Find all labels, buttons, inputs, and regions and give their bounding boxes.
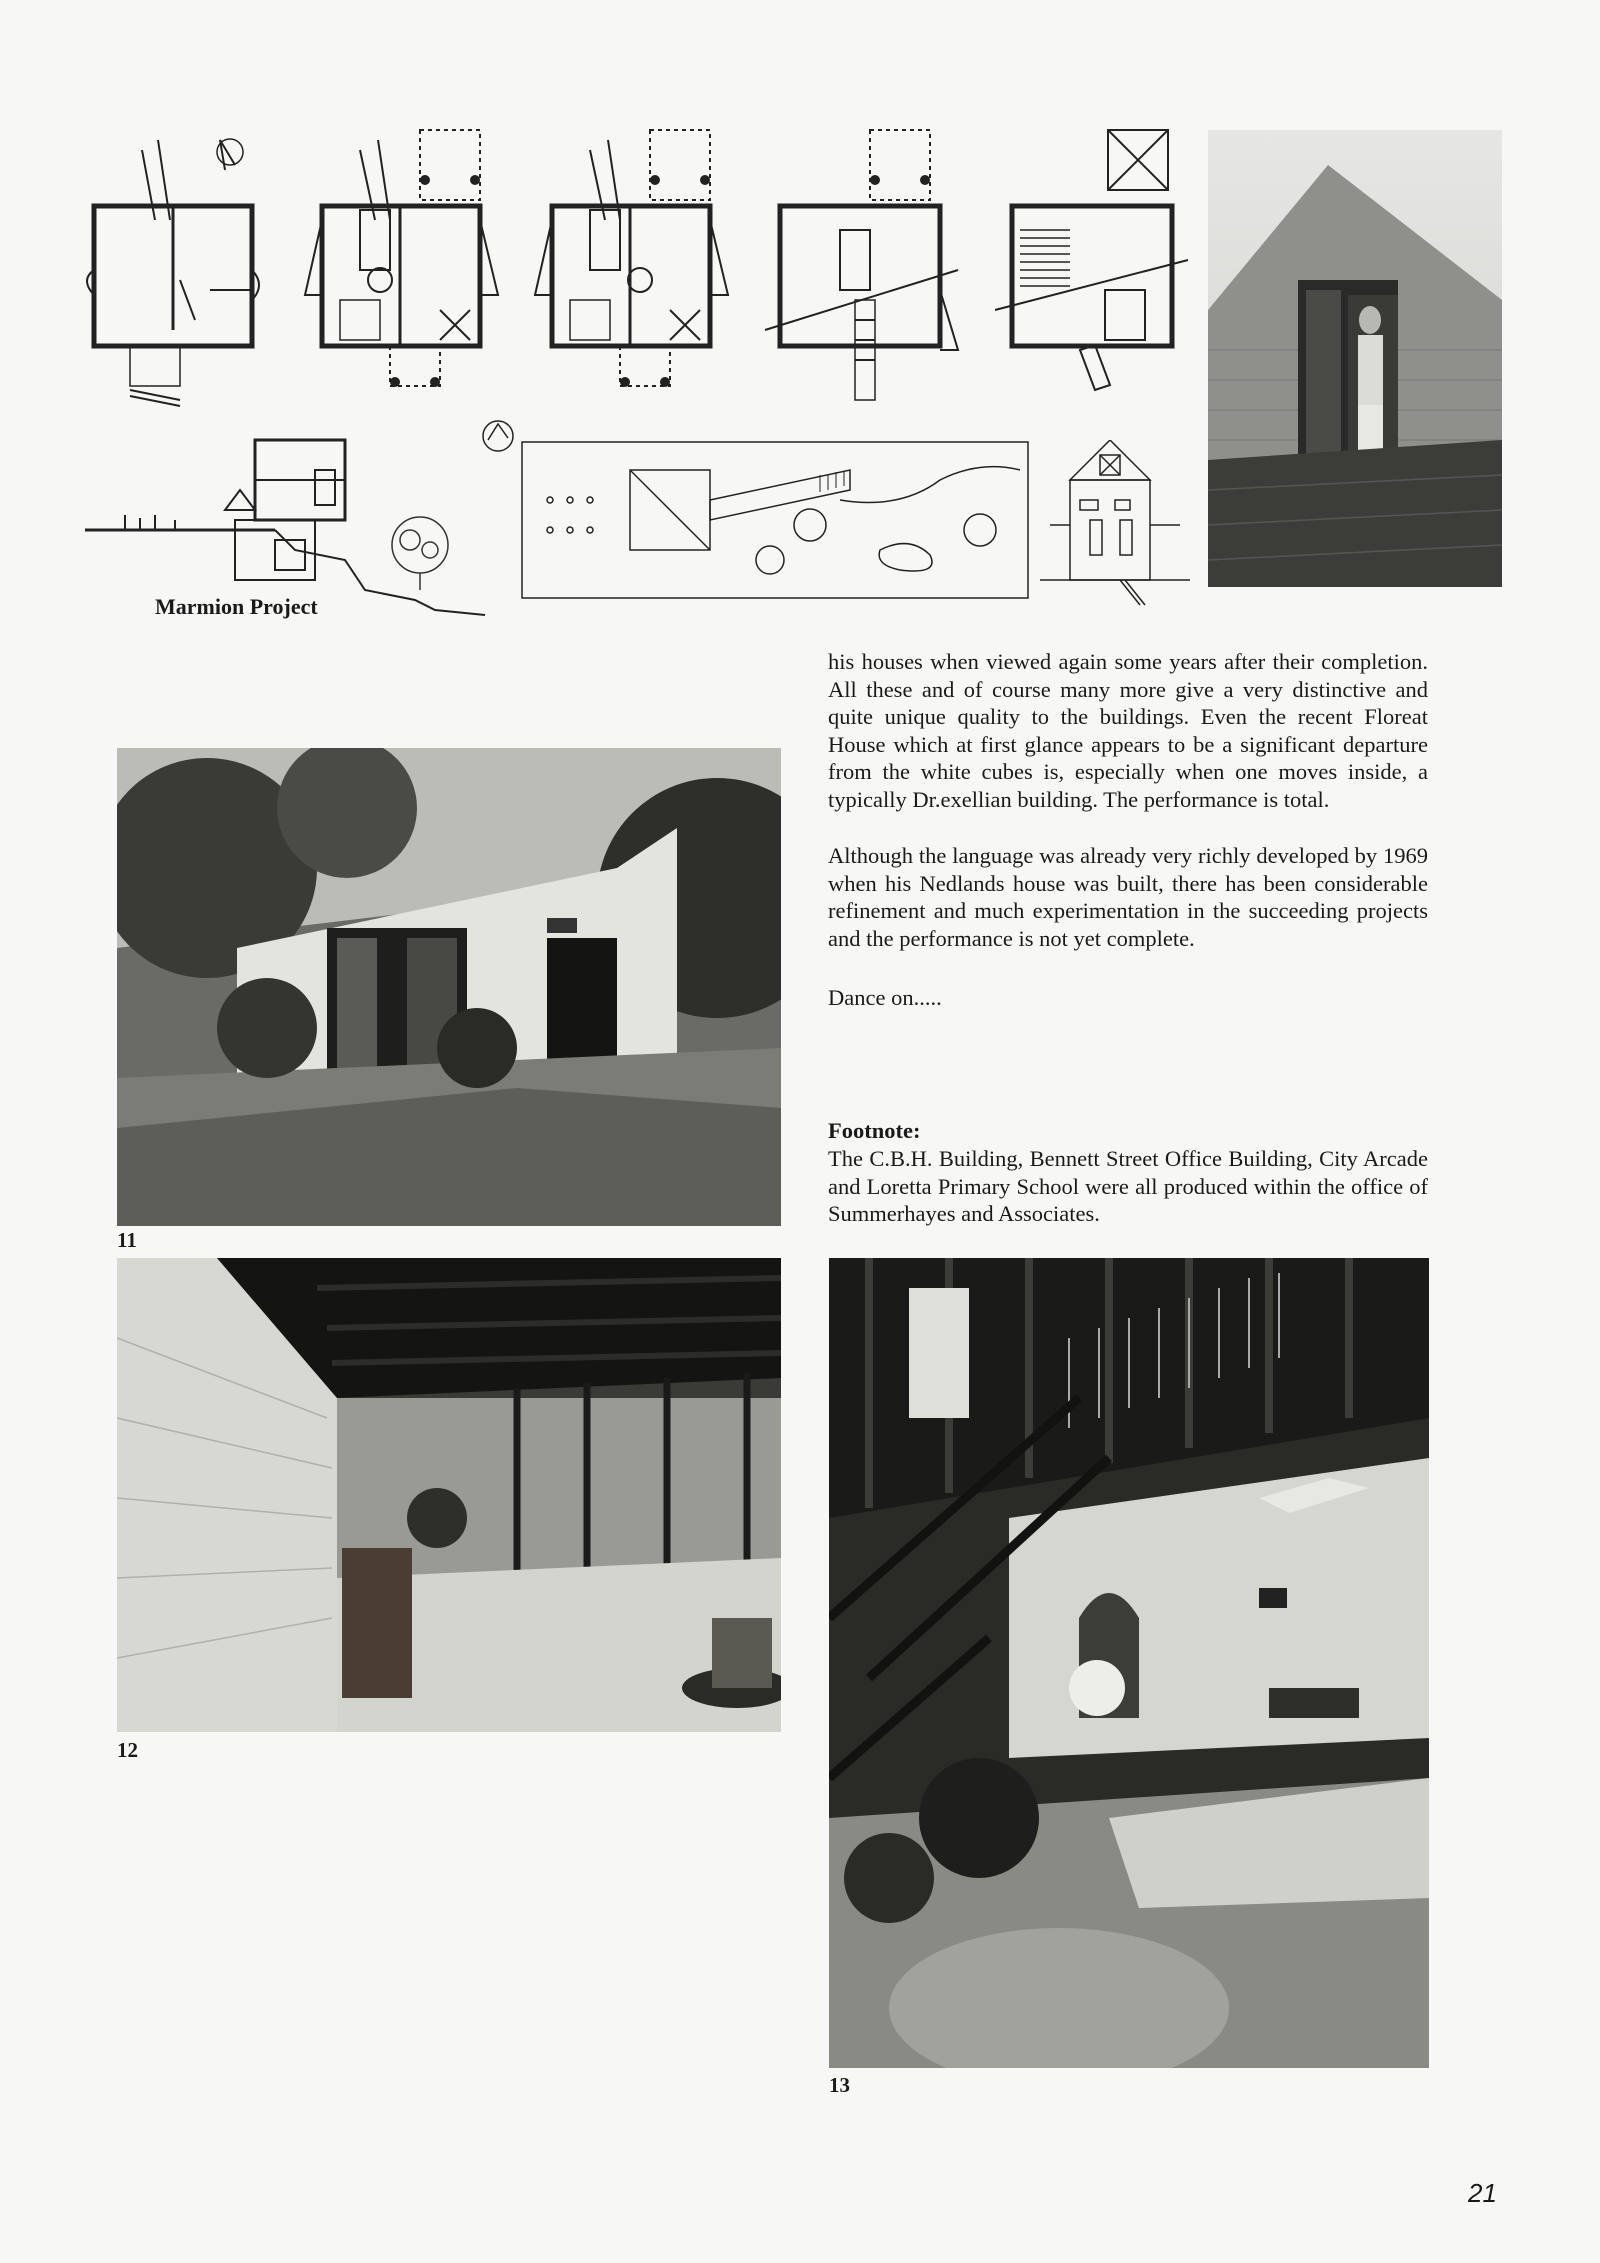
figure-13-label: 13 [829,2073,850,2097]
floor-plan-5 [990,120,1190,420]
photo-12-interior [117,1258,781,1732]
project-title: Marmion Project [155,594,318,619]
paragraph-3: Dance on..... [828,985,942,1010]
figure-12-label: 12 [117,1738,138,1762]
floor-plan-4 [760,120,960,420]
paragraph-2: Although the language was already very richly developed by 1969 when his Nedlands house was built, there has been considerable refinement and much experimentation in the succeeding projects and the performance is not yet complete. [828,843,1428,951]
footnote-title: Footnote: [828,1118,921,1143]
floor-plan-1 [70,120,270,420]
floor-plan-2 [300,120,500,420]
photo-11-exterior [117,748,781,1226]
page-number: 21 [1468,2178,1497,2208]
photo-doorway-portrait [1208,130,1502,587]
paragraph-1: his houses when viewed again some years after their completion. All these and of course many more give a very distinctive and quite unique quality to the buildings. Even the recent Floreat House which at first glance appears to be a significant departure from the white cubes is, especially when one moves inside, a typically Dr.exellian building. The performance is total. [828,649,1428,812]
figure-11-label: 11 [117,1228,137,1252]
elevation-drawing [1040,440,1190,610]
tree-sketch [375,505,465,595]
footnote-text: The C.B.H. Building, Bennett Street Office Building, City Arcade and Loretta Primary School were all produced within the office of Summerhayes and Associates. [828,1146,1428,1227]
photo-13-stair-interior [829,1258,1429,2068]
floor-plan-3 [530,120,730,420]
site-plan [520,440,1030,600]
north-arrow-icon [480,418,516,454]
